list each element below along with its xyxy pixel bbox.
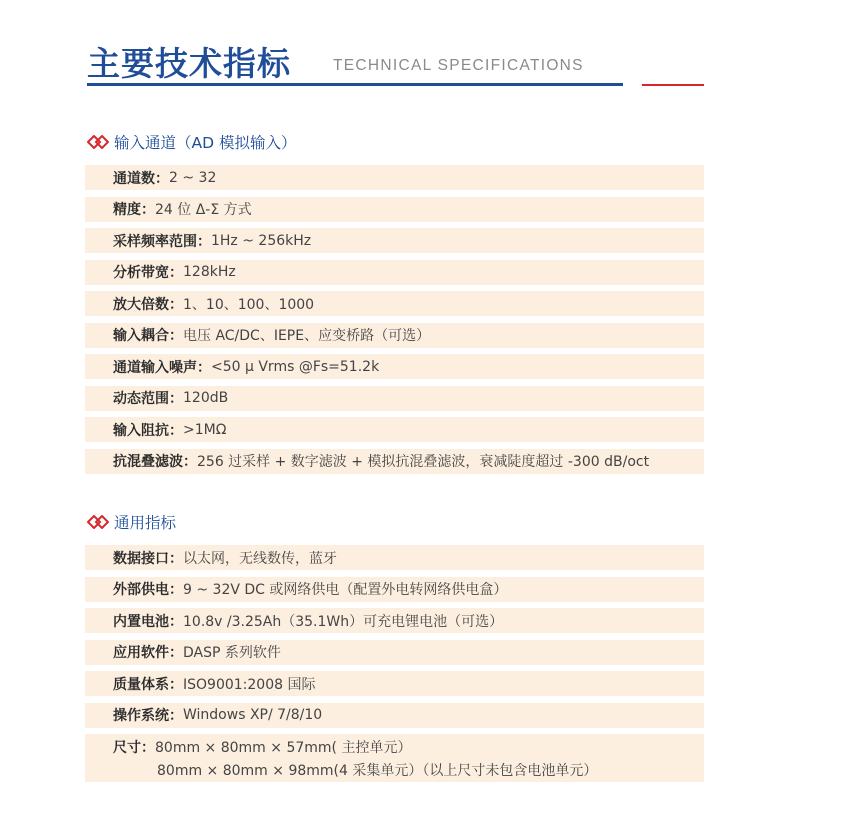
section-title: 输入通道（AD 模拟输入） (114, 134, 297, 152)
spec-value: 10.8v /3.25Ah（35.1Wh）可充电锂电池（可选） (183, 613, 504, 630)
spec-label: 尺寸： (113, 740, 155, 756)
spec-value: 80mm × 80mm × 57mm( 主控单元） (155, 740, 412, 756)
spec-list-input-channel (85, 165, 704, 480)
section-heading-input-channel (87, 131, 296, 153)
section-heading-general (87, 511, 176, 533)
spec-value: 1Hz ~ 256kHz (211, 232, 312, 249)
spec-value: 9 ~ 32V DC 或网络供电（配置外电转网络供电盒） (183, 582, 508, 598)
spec-label: 精度： (113, 202, 155, 218)
spec-value: Windows XP/ 7/8/10 (183, 707, 323, 723)
spec-label: 操作系统： (113, 708, 183, 724)
title-underline-red (642, 84, 704, 86)
spec-row (85, 291, 704, 316)
spec-label: 输入耦合： (113, 328, 183, 344)
spec-label: 内置电池： (113, 613, 183, 630)
spec-value: 128kHz (183, 264, 236, 280)
spec-list-general (85, 545, 704, 789)
spec-value: ISO9001:2008 国际 (183, 676, 316, 693)
spec-row (85, 545, 704, 570)
spec-row-dimensions (85, 734, 704, 782)
spec-value: 256 过采样 + 数字滤波 + 模拟抗混叠滤波，衰减陡度超过 -300 dB/oct (197, 454, 650, 470)
double-diamond-icon (87, 135, 109, 149)
spec-label: 输入阻抗： (113, 422, 183, 439)
spec-value: >1MΩ (183, 421, 227, 438)
double-diamond-icon (87, 515, 109, 529)
spec-label: 分析带宽： (113, 265, 183, 281)
page-title: 主要技术指标 (87, 44, 291, 83)
spec-row (85, 417, 704, 442)
spec-label: 通道数： (113, 170, 169, 187)
spec-value: 120dB (183, 390, 229, 406)
spec-row (85, 703, 704, 728)
spec-row (85, 260, 704, 285)
spec-label: 抗混叠滤波： (113, 454, 197, 470)
spec-value: 以太网，无线数传，蓝牙 (183, 550, 337, 567)
spec-label: 质量体系： (113, 676, 183, 693)
spec-label: 外部供电： (113, 582, 183, 598)
spec-row (85, 165, 704, 190)
spec-label: 通道输入噪声： (113, 359, 211, 376)
spec-label: 采样频率范围： (113, 233, 211, 250)
spec-row (85, 640, 704, 665)
spec-label: 动态范围： (113, 391, 183, 407)
spec-label: 应用软件： (113, 645, 183, 661)
spec-value: 1、10、100、1000 (183, 296, 315, 313)
spec-row (85, 577, 704, 602)
spec-row (85, 323, 704, 348)
spec-value-line2: 80mm × 80mm × 98mm(4 采集单元）（以上尺寸未包含电池单元） (157, 763, 598, 779)
page-subtitle-english: TECHNICAL SPECIFICATIONS (333, 57, 584, 74)
spec-label: 放大倍数： (113, 296, 183, 313)
spec-row (85, 354, 704, 379)
spec-row (85, 671, 704, 696)
spec-value: <50 μ Vrms @Fs=51.2k (211, 358, 380, 375)
spec-row (85, 386, 704, 411)
spec-row (85, 228, 704, 253)
spec-value: 24 位 Δ-Σ 方式 (155, 202, 252, 218)
spec-value: DASP 系列软件 (183, 645, 281, 661)
title-underline-blue (87, 83, 623, 86)
spec-row (85, 197, 704, 222)
spec-row (85, 608, 704, 633)
spec-value: 电压 AC/DC、IEPE、应变桥路（可选） (183, 328, 431, 344)
spec-value: 2 ~ 32 (169, 169, 217, 186)
spec-label: 数据接口： (113, 550, 183, 567)
section-title: 通用指标 (114, 514, 177, 532)
spec-row (85, 449, 704, 474)
